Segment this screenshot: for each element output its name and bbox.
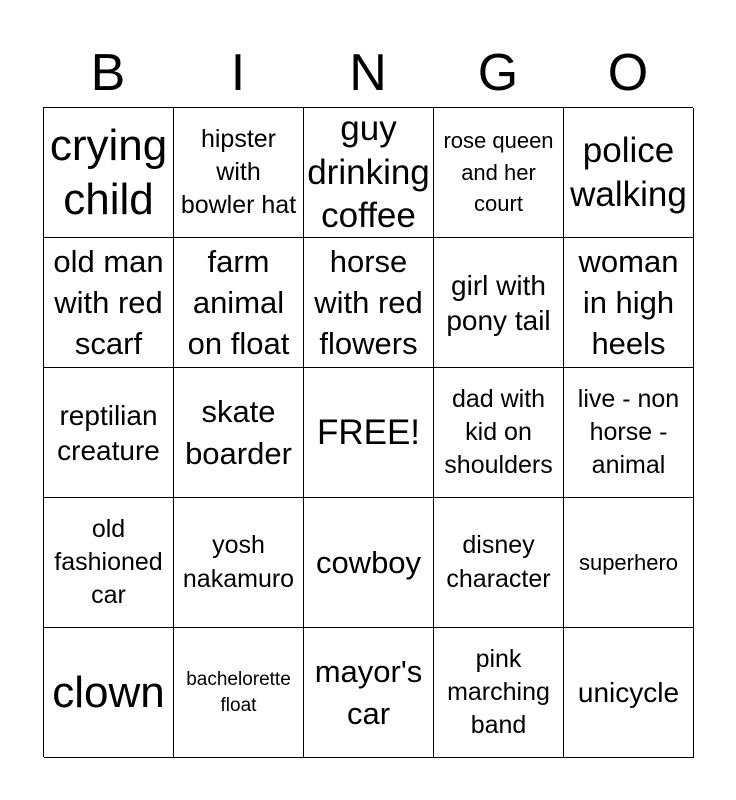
bingo-cell[interactable] [44, 628, 174, 758]
bingo-cell[interactable] [304, 238, 434, 368]
bingo-cell[interactable] [434, 238, 564, 368]
cell-label: cowboy [315, 544, 422, 580]
cell-label: guy drinking coffee [307, 108, 430, 236]
bingo-cell[interactable] [44, 108, 174, 238]
cell-label: reptilian creature [57, 399, 160, 466]
header-letter-i: I [230, 44, 246, 102]
cell-label: superhero [578, 549, 679, 575]
free-space-cell[interactable] [304, 368, 434, 498]
bingo-header [43, 38, 693, 108]
cell-label: old fashioned car [54, 514, 163, 610]
bingo-cell[interactable] [434, 108, 564, 238]
bingo-grid [43, 107, 693, 757]
bingo-cell[interactable] [434, 368, 564, 498]
bingo-cell[interactable] [304, 628, 434, 758]
bingo-cell[interactable] [434, 628, 564, 758]
header-letter-b: B [90, 44, 126, 102]
header-letter-g: G [477, 44, 519, 102]
cell-label: pink marching band [447, 644, 550, 740]
bingo-cell[interactable] [304, 498, 434, 628]
bingo-cell[interactable] [44, 238, 174, 368]
cell-label: rose queen and her court [443, 127, 554, 217]
cell-label: skate boarder [185, 394, 292, 471]
header-letter-n: N [349, 44, 387, 102]
bingo-cell[interactable] [564, 498, 694, 628]
cell-label: farm animal on float [187, 243, 290, 362]
cell-label: girl with pony tail [446, 269, 551, 336]
bingo-cell[interactable] [564, 108, 694, 238]
bingo-cell[interactable] [174, 628, 304, 758]
bingo-cell[interactable] [564, 368, 694, 498]
bingo-cell[interactable] [44, 368, 174, 498]
cell-label: bachelorette float [186, 668, 291, 716]
bingo-cell[interactable] [174, 368, 304, 498]
bingo-cell[interactable] [564, 628, 694, 758]
cell-label: clown [52, 667, 165, 717]
cell-label: hipster with bowler hat [180, 124, 297, 220]
cell-label: old man with red scarf [53, 243, 164, 362]
bingo-cell[interactable] [174, 238, 304, 368]
cell-label: live - non horse - animal [577, 384, 680, 480]
cell-label: horse with red flowers [314, 243, 423, 362]
cell-label: dad with kid on shoulders [444, 384, 553, 480]
free-space-label: FREE! [316, 412, 421, 452]
bingo-cell[interactable] [434, 498, 564, 628]
bingo-cell[interactable] [564, 238, 694, 368]
cell-label: crying child [49, 120, 168, 224]
bingo-cell[interactable] [304, 108, 434, 238]
cell-label: yosh nakamuro [182, 531, 295, 593]
bingo-cell[interactable] [174, 108, 304, 238]
cell-label: woman in high heels [578, 243, 679, 362]
cell-label: disney character [446, 531, 551, 593]
bingo-cell[interactable] [174, 498, 304, 628]
cell-label: police walking [570, 130, 687, 214]
cell-label: unicycle [577, 677, 680, 708]
bingo-cell[interactable] [44, 498, 174, 628]
cell-label: mayor's car [314, 654, 423, 731]
header-letter-o: O [607, 44, 649, 102]
